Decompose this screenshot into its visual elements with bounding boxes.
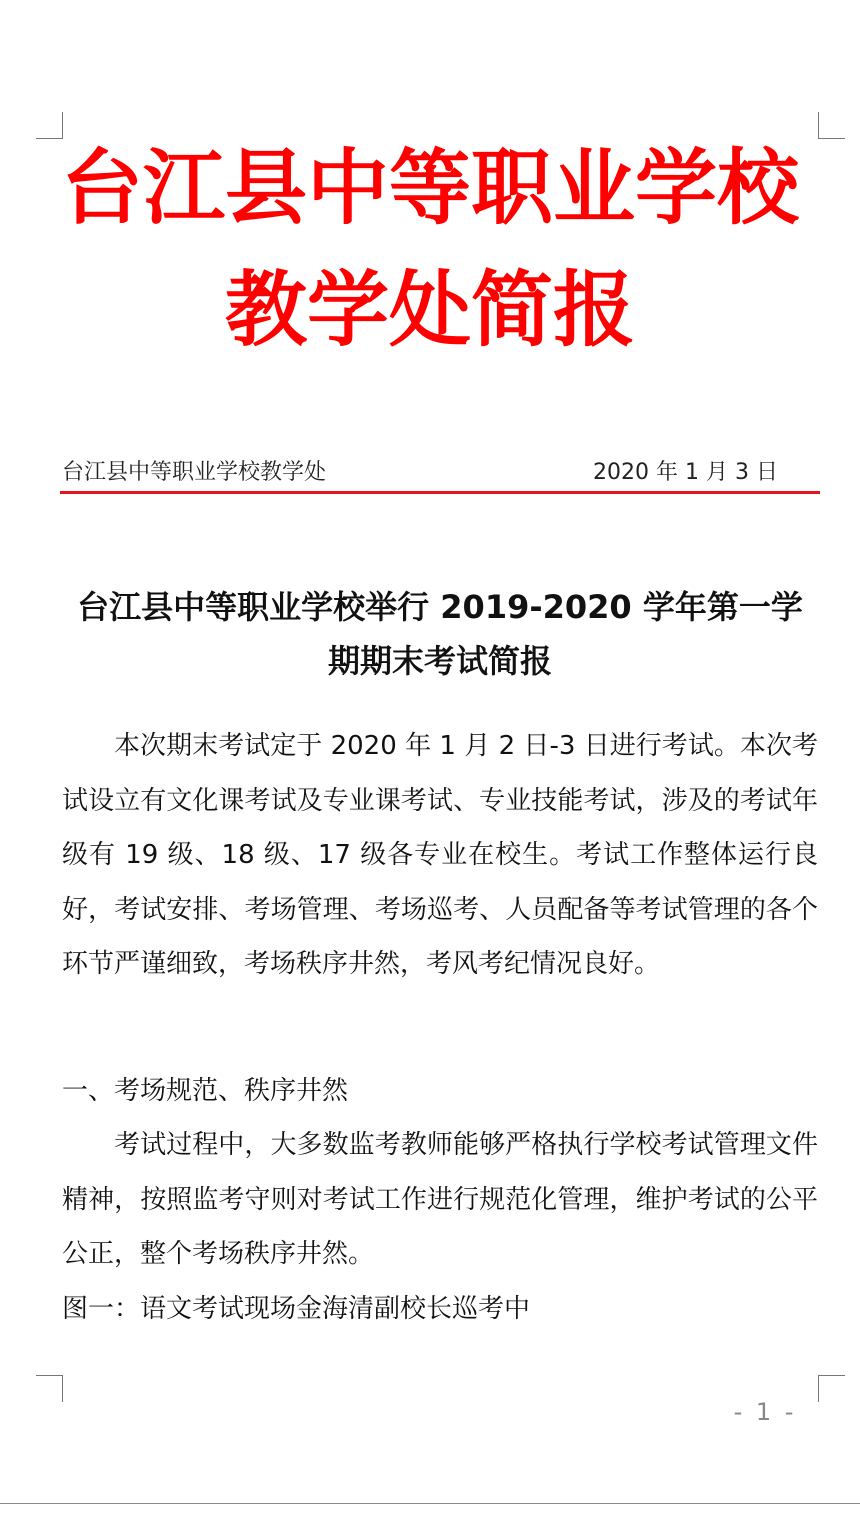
- section-heading-1: 一、考场规范、秩序井然: [62, 1076, 349, 1106]
- page-number: - 1 -: [733, 1398, 797, 1426]
- crop-mark-top-right: [818, 112, 845, 139]
- issuer-name: 台江县中等职业学校教学处: [62, 460, 327, 485]
- body-paragraph-1: 本次期末考试定于 2020 年 1 月 2 日-3 日进行考试。本次考试设立有文化课考试及专业课考试、专业技能考试，涉及的考试年级有 19 级、18 级、17 级各专业在校生。考试工作整体运行良好，考试安排、考场管理、考场巡考、人员配备等考试管理的各个环节严谨细致，考场秩序井然，考风考纪情况良好。: [62, 731, 818, 979]
- article-title: 台江县中等职业学校举行 2019-2020 学年第一学期期末考试简报: [77, 588, 803, 680]
- issue-date: 2020 年 1 月 3 日: [593, 460, 778, 485]
- body-paragraph-2: 考试过程中，大多数监考教师能够严格执行学校考试管理文件精神，按照监考守则对考试工作进行规范化管理，维护考试的公平公正，整个考场秩序井然。: [62, 1130, 818, 1269]
- page-bottom-divider: [0, 1503, 860, 1504]
- figure-caption-1: 图一：语文考试现场金海清副校长巡考中: [62, 1294, 531, 1324]
- masthead-bulletin-name: 教学处简报: [224, 263, 635, 358]
- masthead-school-name: 台江县中等职业学校: [60, 141, 799, 236]
- crop-mark-bottom-left: [36, 1375, 63, 1402]
- red-divider-rule: [60, 491, 820, 494]
- crop-mark-top-left: [36, 112, 63, 139]
